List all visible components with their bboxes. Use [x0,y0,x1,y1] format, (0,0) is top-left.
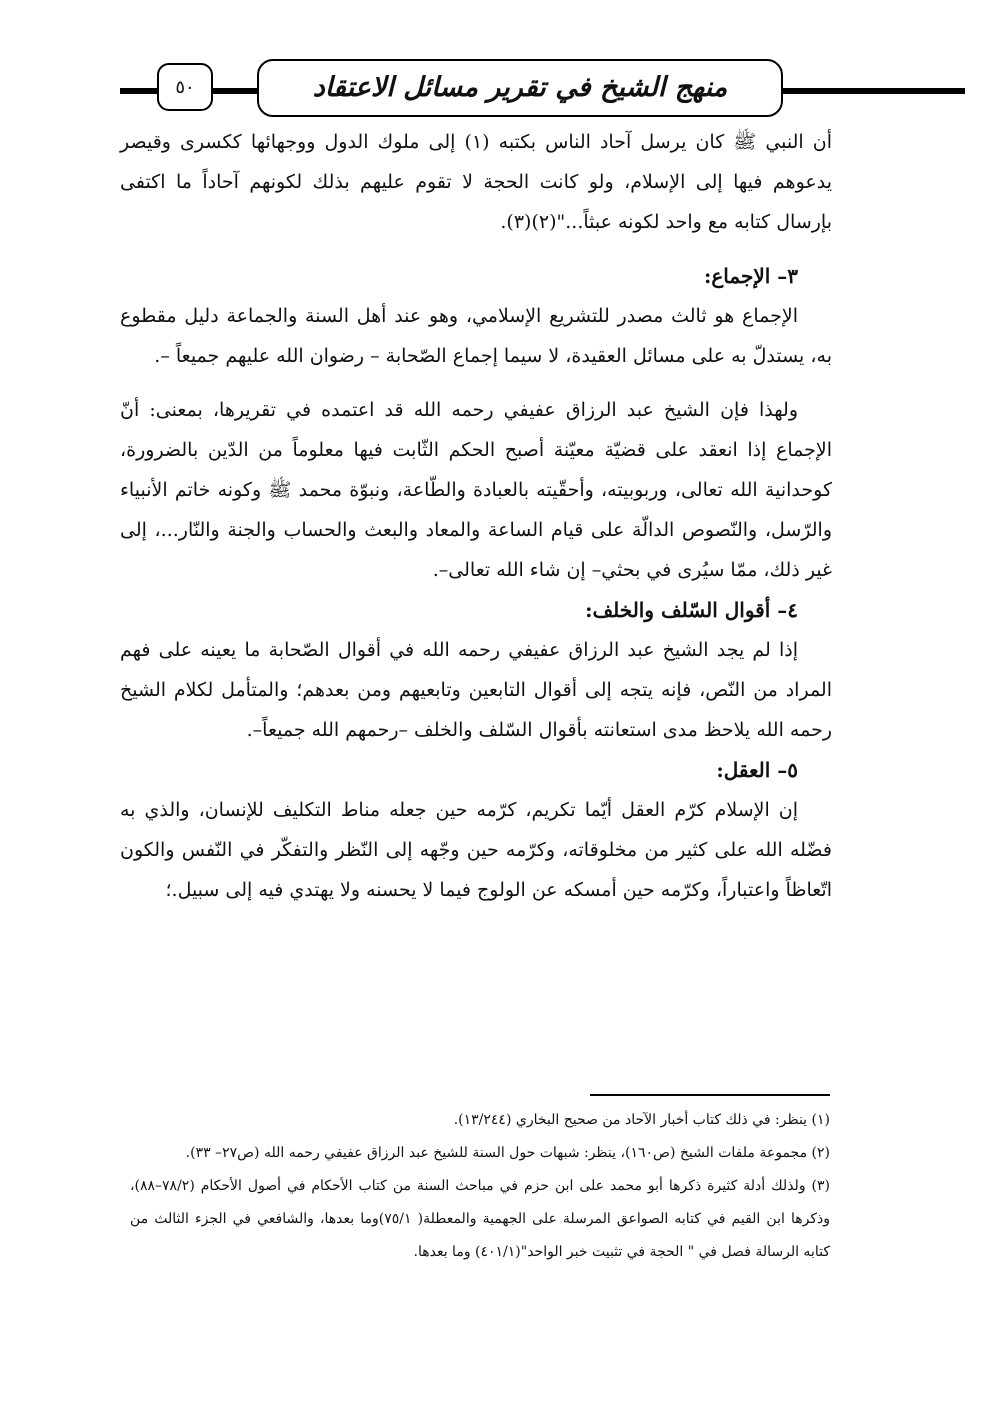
footnotes [130,1104,830,1269]
header-rule-right [780,88,965,94]
paragraph-salaf: إذا لم يجد الشيخ عبد الرزاق عفيفي رحمه الله في أقوال الصّحابة ما يعينه على فهم المراد من النّص، فإنه يتجه إلى أقوال التابعين وتابعيهم ومن بعدهم؛ والمتأمل لكلام الشيخ رحمه الله يلاحظ مدى استعانته بأقوال السّلف والخلف –رحمهم الله جميعاً–. [120,639,832,741]
paragraph-quote-end: أن النبي ﷺ كان يرسل آحاد الناس بكتبه (١) إلى ملوك الدول ووجهائها ككسرى وقيصر يدعوهم فيها إلى الإسلام، ولو كانت الحجة لا تقوم عليهم بذلك لكونهم آحاداً ما اكتفى بإرسال كتابه مع واحد لكونه عبثاً..."(٢)(٣). [120,131,832,233]
paragraph-ijma-definition: الإجماع هو ثالث مصدر للتشريع الإسلامي، وهو عند أهل السنة والجماعة دليل مقطوع به، يستدلّ به على مسائل العقيدة، لا سيما إجماع الصّحابة – رضوان الله عليهم جميعاً –. [120,305,832,367]
footnote-2: (٢) مجموعة ملفات الشيخ (ص١٦٠)، ينظر: شبهات حول السنة للشيخ عبد الرزاق عفيفي رحمه الله (ص٢٧– ٣٣). [185,1145,830,1161]
page-number: ٥٠ [157,63,213,111]
header-rule-middle [212,88,260,94]
footnote-1: (١) ينظر: في ذلك كتاب أخبار الآحاد من صحيح البخاري (١٣/٢٤٤). [453,1112,830,1128]
section-heading-aql: ٥– العقل: [716,758,798,782]
section-heading-salaf: ٤– أقوال السّلف والخلف: [585,598,798,622]
paragraph-ijma-usage: ولهذا فإن الشيخ عبد الرزاق عفيفي رحمه الله قد اعتمده في تقريرها، بمعنى: أنّ الإجماع إذا انعقد على قضيّة معيّنة أصبح الحكم الثّابت فيها معلوماً من الدّين بالضرورة، كوحدانية الله تعالى، وربوبيته، وأحقّيته بالعبادة والطّاعة، ونبوّة محمد ﷺ وكونه خاتم الأنبياء والرّسل، والنّصوص الدالّة على قيام الساعة والمعاد والبعث والحساب والجنة والنّار...، إلى غير ذلك، ممّا سيُرى في بحثي– إن شاء الله تعالى–. [120,399,832,581]
footnote-separator [590,1094,830,1096]
page-header [0,55,992,125]
footnote-3: (٣) ولذلك أدلة كثيرة ذكرها أبو محمد على ابن حزم في مباحث السنة من كتاب الأحكام في أصول الأحكام (٧٨/٢–٨٨)، وذكرها ابن القيم في كتابه الصواعق المرسلة على الجهمية والمعطلة( ٧٥/١)وما بعدها، والشافعي في الجزء الثالث من كتابه الرسالة فصل في " الحجة في تثبيت خبر الواحد"(٤٠١/١) وما بعدها. [130,1178,830,1260]
spacer [120,376,832,390]
header-rule-left [120,88,160,94]
book-title: منهج الشيخ في تقرير مسائل الاعتقاد [257,59,783,117]
paragraph-aql: إن الإسلام كرّم العقل أيّما تكريم، كرّمه حين جعله مناط التكليف للإنسان، والذي به فضّله الله على كثير من مخلوقاته، وكرّمه حين وجّهه إلى النّظر والتفكّر في النّفس والكون اتّعاظاً واعتباراً، وكرّمه حين أمسكه عن الولوج فيما لا يحسنه ولا يهتدي فيه إلى سبيل.؛ [120,799,832,901]
main-text [120,122,832,910]
spacer [120,242,832,256]
section-heading-ijma: ٣– الإجماع: [703,264,798,288]
